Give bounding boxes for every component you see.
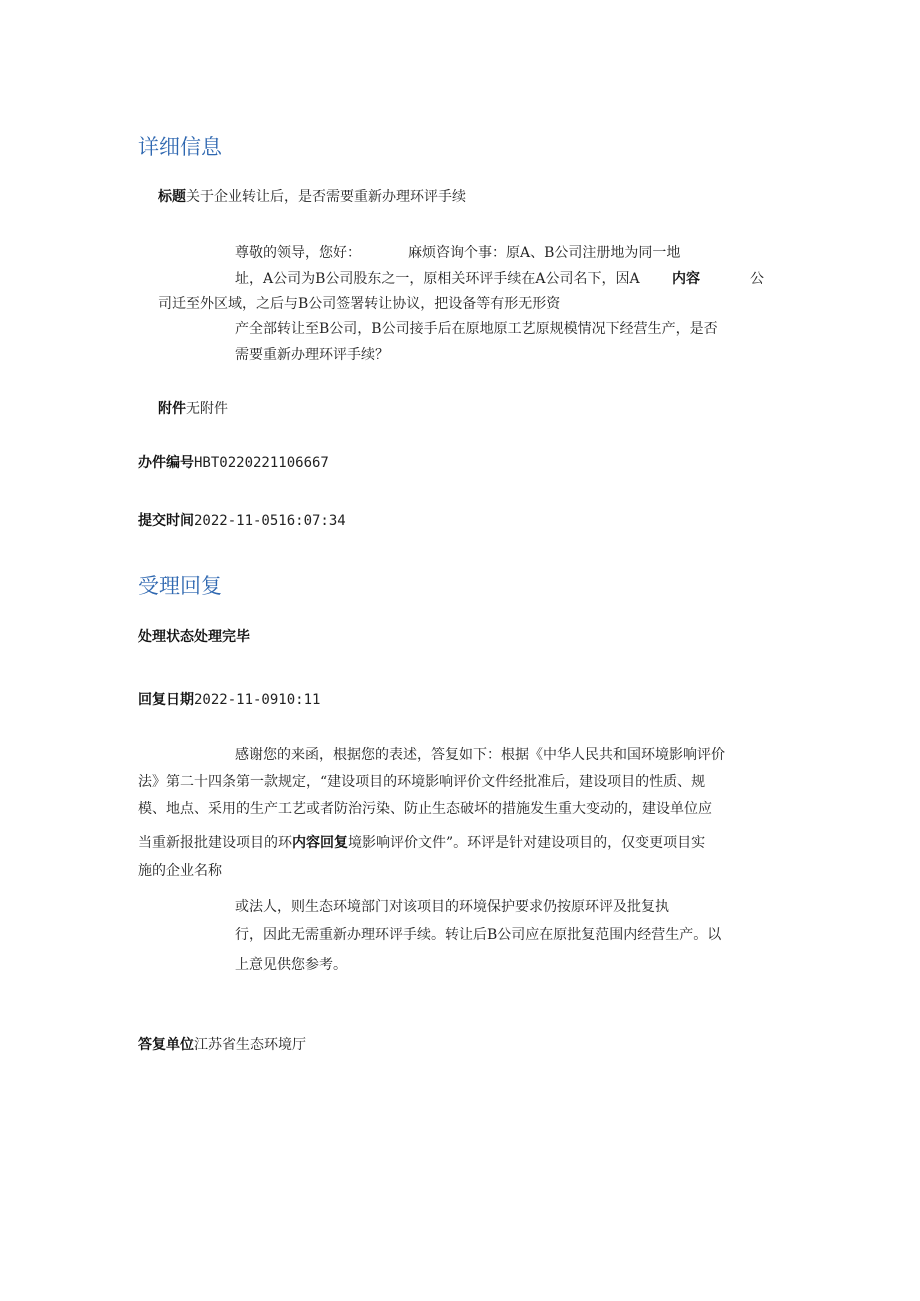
detail-heading: 详细信息 — [138, 135, 222, 159]
title-row — [158, 186, 466, 206]
attachment-label: 附件 — [158, 401, 186, 417]
title-value: 关于企业转让后，是否需要重新办理环评手续 — [186, 189, 466, 205]
case-no-value: HBT0220221106667 — [194, 455, 329, 471]
attachment-row — [158, 398, 228, 418]
reply-line-with-label — [138, 832, 705, 852]
reply-line: 或法人，则生态环境部门对该项目的环境保护要求仍按原环评及批复执 — [235, 899, 669, 915]
content-line: 需要重新办理环评手续？ — [235, 347, 389, 363]
reply-line: 当重新报批建设项目的环 — [138, 835, 292, 851]
attachment-value: 无附件 — [186, 401, 228, 417]
reply-line: 行，因此无需重新办理环评手续。转让后B公司应在原批复范围内经营生产。以 — [235, 927, 722, 943]
content-line: 址，A公司为B公司股东之一，原相关环评手续在A公司名下，因A — [235, 271, 640, 287]
status-value: 处理完毕 — [194, 629, 250, 645]
status-row — [138, 626, 250, 646]
reply-line: 境影响评价文件”。环评是针对建设项目的，仅变更项目实 — [348, 835, 706, 851]
submit-time-value: 2022-11-0516:07:34 — [194, 513, 346, 529]
reply-unit-row — [138, 1034, 306, 1054]
case-no-row — [138, 452, 329, 472]
reply-heading: 受理回复 — [138, 574, 222, 598]
content-line: 产全部转让至B公司，B公司接手后在原地原工艺原规模情况下经营生产，是否 — [235, 321, 718, 337]
reply-unit-label: 答复单位 — [138, 1037, 194, 1053]
status-label: 处理状态 — [138, 629, 194, 645]
content-line: 尊敬的领导，您好： — [235, 245, 361, 261]
reply-line: 施的企业名称 — [138, 863, 222, 879]
content-line: 麻烦咨询个事：原A、B公司注册地为同一地 — [408, 245, 681, 261]
reply-unit-value: 江苏省生态环境厅 — [194, 1037, 306, 1053]
reply-line: 模、地点、采用的生产工艺或者防治污染、防止生态破坏的措施发生重大变动的，建设单位应 — [138, 801, 712, 817]
case-no-label: 办件编号 — [138, 455, 194, 471]
reply-line: 感谢您的来函，根据您的表述，答复如下：根据《中华人民共和国环境影响评价 — [235, 747, 725, 763]
submit-time-label: 提交时间 — [138, 513, 194, 529]
content-line: 司迁至外区域，之后与B公司签署转让协议，把设备等有形无形资 — [158, 296, 561, 312]
reply-date-label: 回复日期 — [138, 692, 194, 708]
content-line: 公 — [750, 271, 764, 287]
reply-content-label: 内容回复 — [292, 835, 348, 851]
submit-time-row — [138, 510, 346, 530]
reply-line: 法》第二十四条第一款规定，“建设项目的环境影响评价文件经批准后，建设项目的性质、规 — [138, 774, 706, 790]
reply-date-value: 2022-11-0910:11 — [194, 692, 321, 708]
reply-date-row — [138, 689, 320, 709]
reply-line: 上意见供您参考。 — [235, 957, 347, 973]
content-label: 内容 — [672, 271, 700, 287]
title-label: 标题 — [158, 189, 186, 205]
